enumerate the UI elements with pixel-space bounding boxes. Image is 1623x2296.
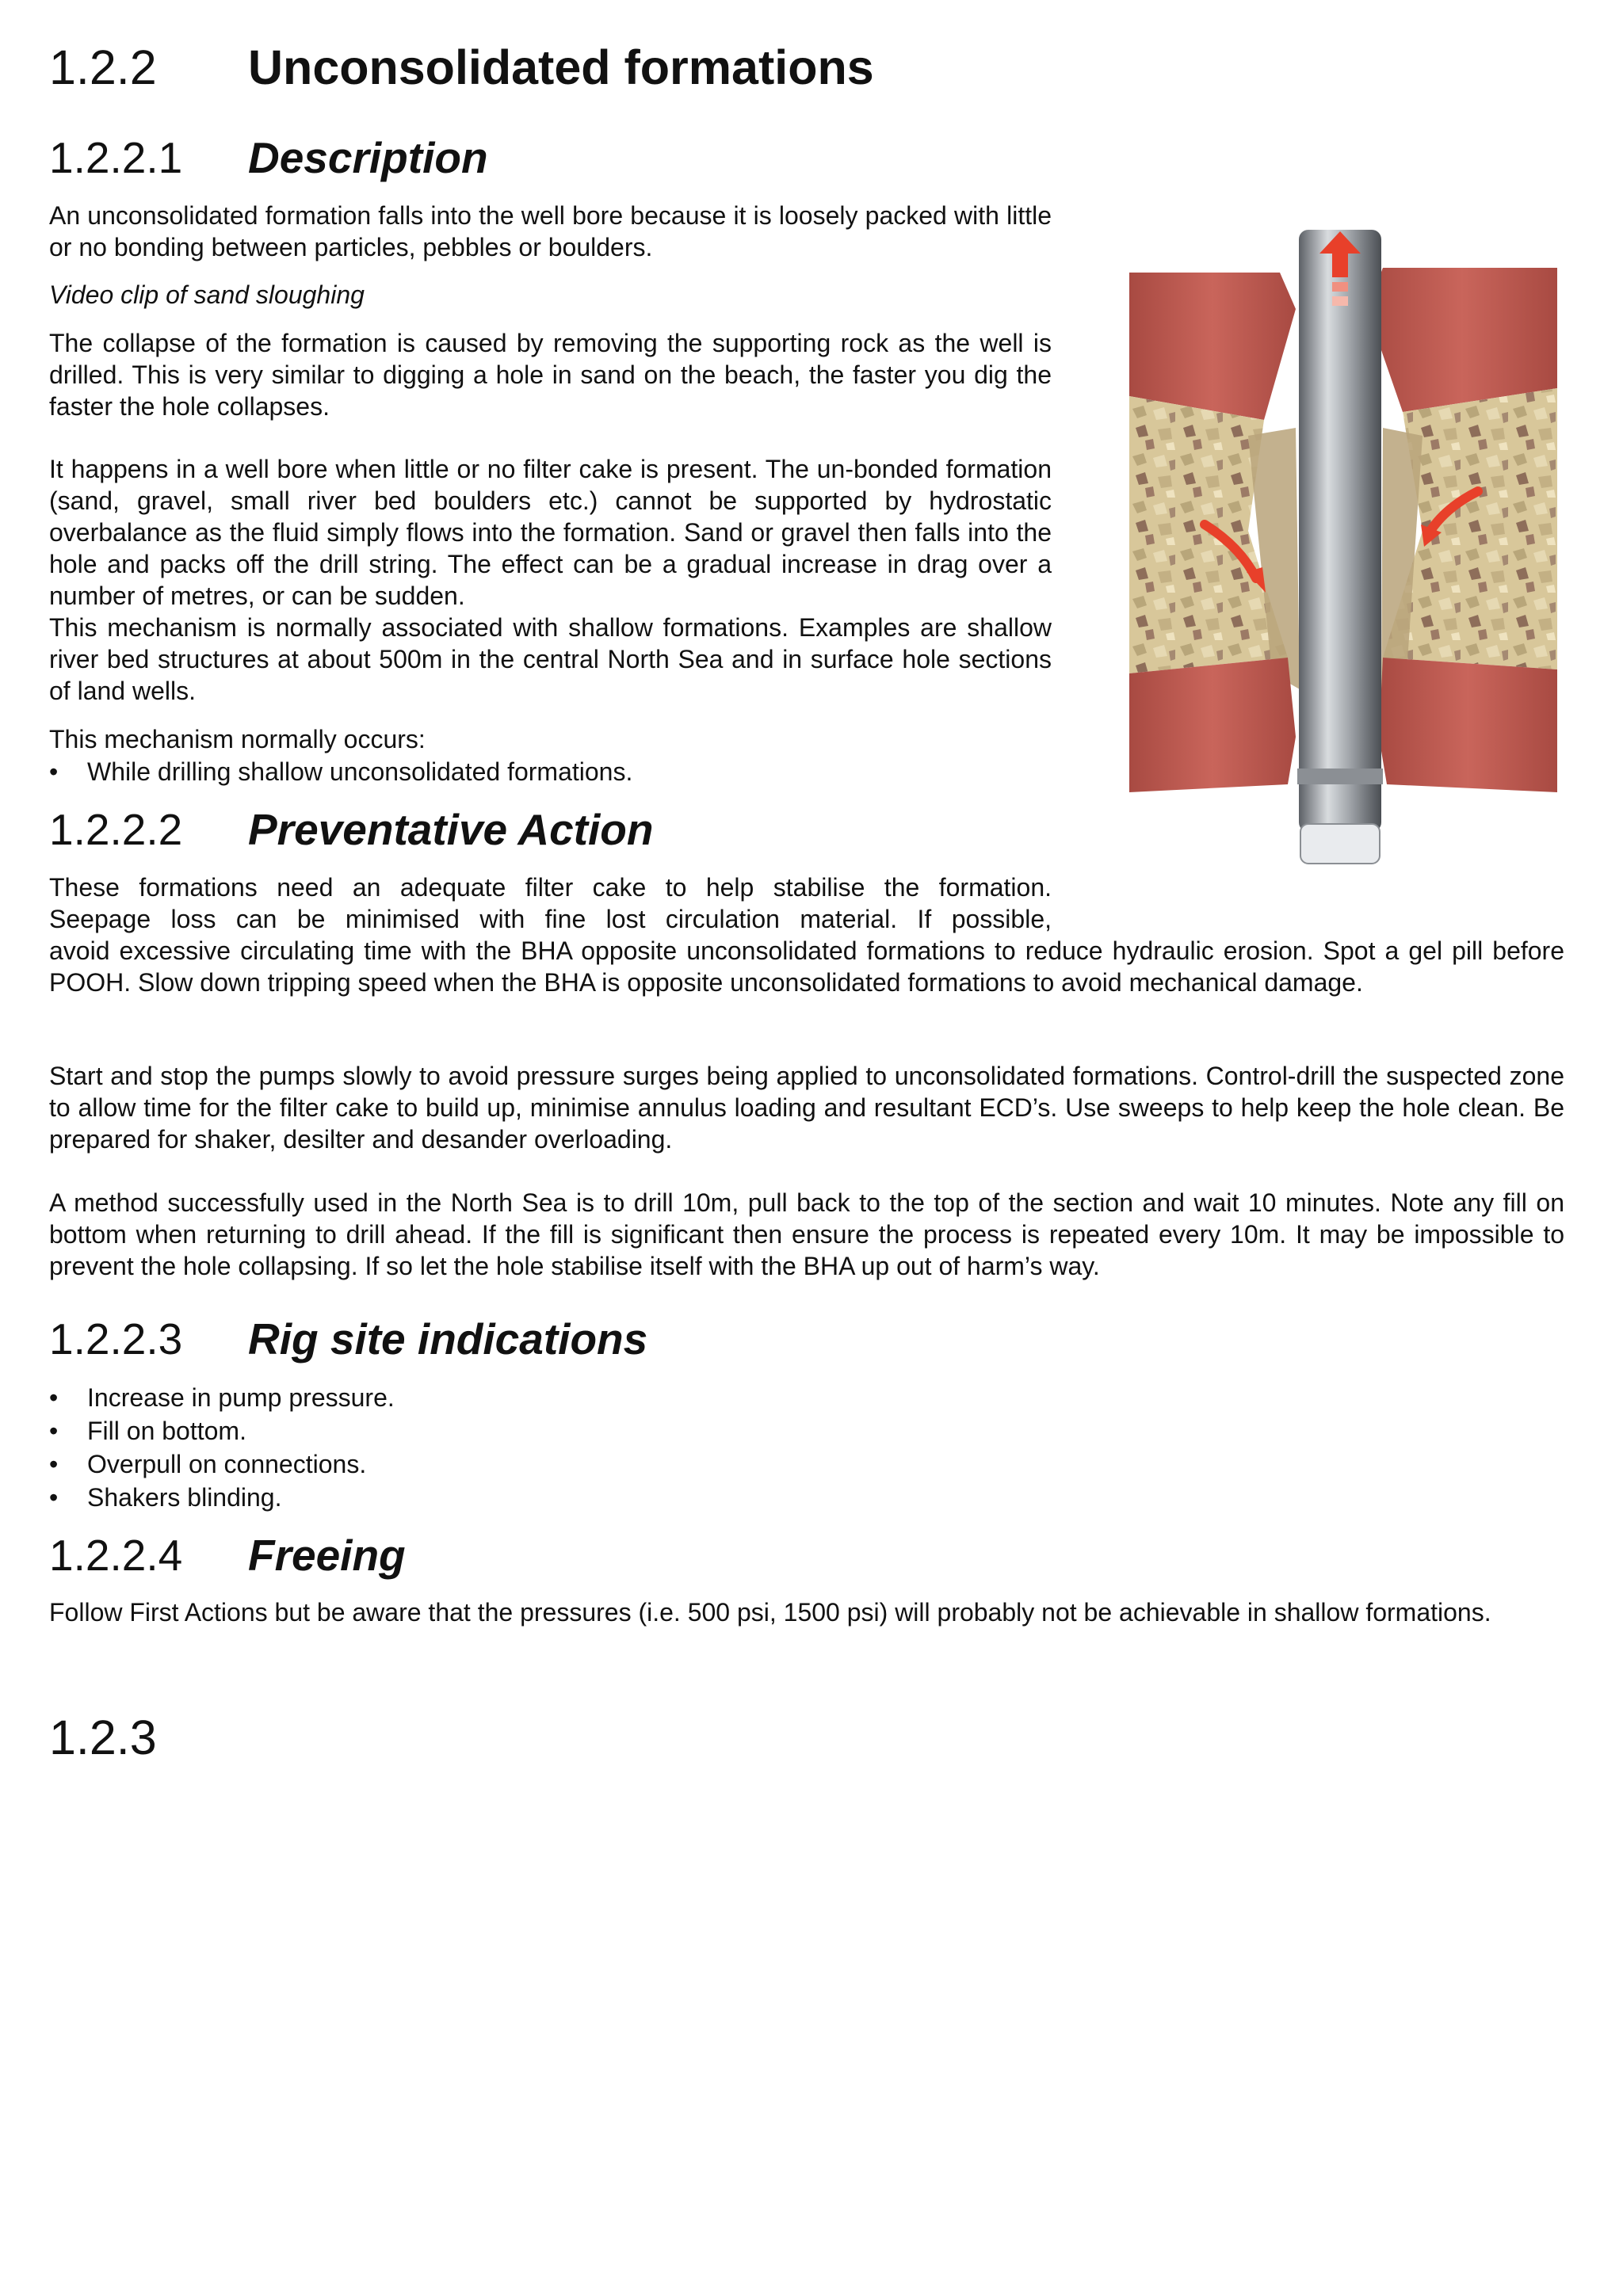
list-item: • Overpull on connections. <box>49 1450 367 1478</box>
preventative-heading <box>49 805 654 854</box>
freeing-paragraph: Follow First Actions but be aware that the pressures (i.e. 500 psi, 1500 psi) will probably not be achievable in shallow formations. <box>49 1598 1491 1627</box>
list-item: • Fill on bottom. <box>49 1417 246 1445</box>
list-item: • While drilling shallow unconsolidated formations. <box>49 755 632 788</box>
bit-sub <box>1300 824 1380 864</box>
video-clip-link[interactable]: Video clip of sand sloughing <box>49 280 365 309</box>
section-heading <box>49 40 874 94</box>
preventative-number: 1.2.2.2 <box>49 805 183 854</box>
freeing-number: 1.2.2.4 <box>49 1531 183 1580</box>
drill-pipe <box>1299 230 1381 832</box>
rig-site-list <box>49 1381 395 1514</box>
next-section-heading <box>49 1711 248 1764</box>
list-item: • Increase in pump pressure. <box>49 1383 395 1412</box>
section-title: Unconsolidated formations <box>248 40 874 94</box>
occurs-list <box>49 755 632 788</box>
description-heading <box>49 133 488 182</box>
description-paragraph-2: The collapse of the formation is caused by removing the supporting rock as the well is drilled. This is very similar to digging a hole in sand on the beach, the faster you dig the faster the hole collapses. <box>49 329 1052 421</box>
bullet-glyph: • <box>49 757 59 786</box>
rig-site-title: Rig site indications <box>248 1314 648 1363</box>
description-paragraph-1: An unconsolidated formation falls into the well bore because it is loosely packed with little or no bonding between particles, pebbles or boulders. <box>49 201 1052 261</box>
freeing-title: Freeing <box>248 1531 406 1580</box>
description-paragraph-4: This mechanism is normally associated with shallow formations. Examples are shallow river bed structures at about 500m in the central North Sea and in surface hole sections of land wells. <box>49 613 1052 705</box>
tool-joint <box>1297 769 1383 784</box>
list-item: • Shakers blinding. <box>49 1483 282 1512</box>
description-paragraph-3: It happens in a well bore when little or no filter cake is present. The un-bonded formation (sand, gravel, small river bed boulders etc.) cannot be supported by hydrostatic overbalance as the fluid simply flows into the formation. Sand or gravel then falls into the hole and packs off the drill string. The effect can be a gradual increase in drag over a number of metres, or can be sudden. <box>49 455 1052 610</box>
wellbore-collapse-diagram <box>1129 214 1557 883</box>
rock-layer-top-right <box>1367 268 1557 412</box>
preventative-paragraph-2: Start and stop the pumps slowly to avoid pressure surges being applied to unconsolidated formations. Control-drill the suspected zone to allow time for the filter cake to build up, minimise annulus loading and resultant ECD’s. Use sweeps to help keep the hole clean. Be prepared for shaker, desilter and desander overloading. <box>49 1062 1564 1154</box>
rock-layer-bottom-right <box>1379 658 1557 792</box>
preventative-line-1: These formations need an adequate filter cake to help stabilise the formation. <box>49 873 1052 902</box>
preventative-title: Preventative Action <box>248 805 654 854</box>
rig-site-heading <box>49 1314 648 1363</box>
rock-layer-top-left <box>1129 273 1296 420</box>
unconsolidated-formation-illustration <box>1129 214 1557 883</box>
preventative-line-2: Seepage loss can be minimised with fine lost circulation material. If possible, <box>49 905 1052 933</box>
rig-site-number: 1.2.2.3 <box>49 1314 183 1363</box>
description-number: 1.2.2.1 <box>49 133 183 182</box>
section-number: 1.2.2 <box>49 40 157 94</box>
preventative-paragraph-1-rest: avoid excessive circulating time with the BHA opposite unconsolidated formations to reduce hydraulic erosion. Spot a gel pill before POOH. Slow down tripping speed when the BHA is opposite unconsolidated formations to avoid mechanical damage. <box>49 936 1564 997</box>
freeing-heading <box>49 1531 406 1580</box>
preventative-paragraph-3: A method successfully used in the North Sea is to drill 10m, pull back to the top of the section and wait 10 minutes. Note any fill on bottom when returning to drill ahead. If the fill is significant then ensure the process is repeated every 10m. It may be impossible to prevent the hole collapsing. If so let the hole stabilise itself with the BHA up out of harm’s way. <box>49 1188 1564 1280</box>
description-title: Description <box>248 133 488 182</box>
rock-layer-bottom-left <box>1129 658 1296 792</box>
next-section-number: 1.2.3 <box>49 1711 157 1764</box>
occurs-intro: This mechanism normally occurs: <box>49 725 426 753</box>
